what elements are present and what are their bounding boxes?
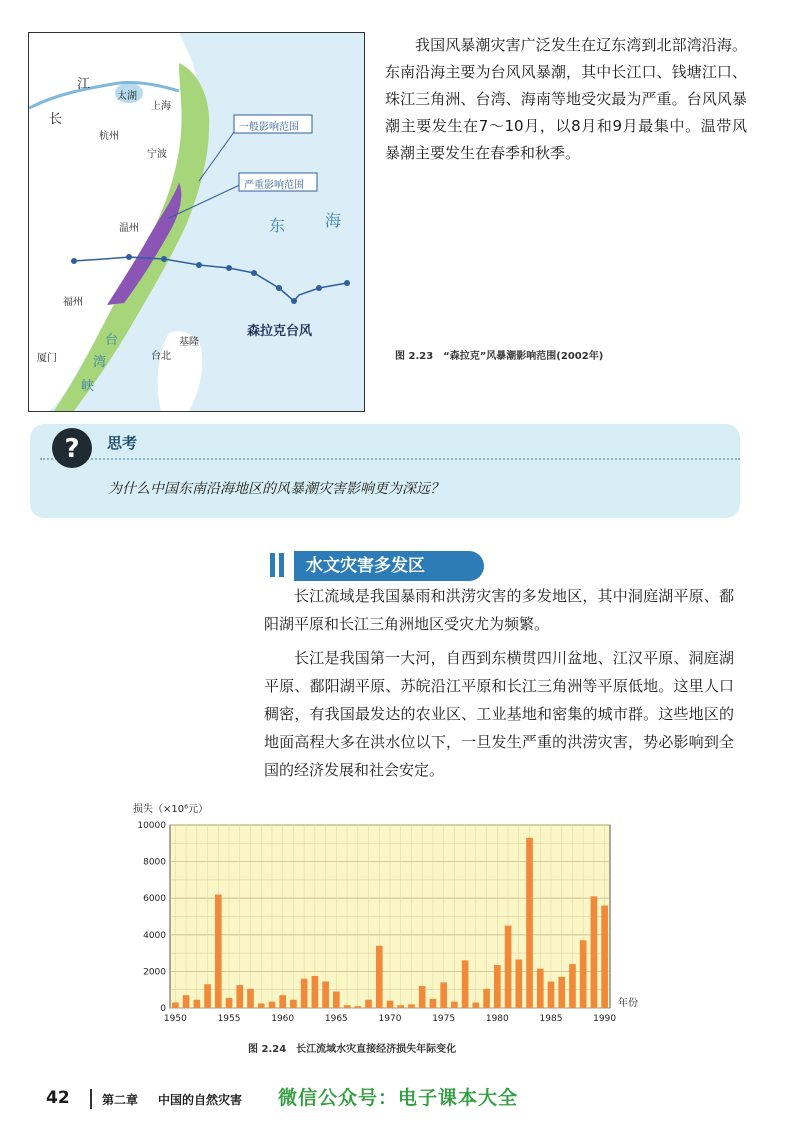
intro-paragraph: 我国风暴潮灾害广泛发生在辽东湾到北部湾沿海。东南沿海主要为台风风暴潮，其中长江口、钱塘江口、珠江三角洲、台湾、海南等地受灾最为严重。台风风暴潮主要发生在7～10月，以8月和9月最集中。温带风暴潮主要发生在春季和秋季。 — [385, 36, 747, 162]
bar-1964 — [322, 981, 329, 1008]
map-label-xiamen: 厦门 — [37, 353, 57, 364]
map-label-donghai-1: 东 — [269, 216, 288, 235]
map-label-strait-1: 台 — [105, 333, 121, 348]
figure-2-23-caption: 图 2.23 “森拉克”风暴潮影响范围(2002年) — [395, 351, 604, 362]
bar-1962 — [301, 979, 308, 1008]
map-label-severe-zone: 严重影响范围 — [244, 180, 304, 191]
x-tick-label: 1965 — [324, 1014, 348, 1024]
x-axis-label: 年份 — [618, 998, 638, 1009]
bar-1958 — [258, 1003, 265, 1008]
section-paragraph-2: 长江是我国第一大河，自西到东横贯四川盆地、江汉平原、洞庭湖平原、鄱阳湖平原、苏皖沿江平原和长江三角洲等平原低地。这里人口稠密，有我国最发达的农业区、工业基地和密集的城市群。这些地区的地面高程大多在洪水位以下，一旦发生严重的洪涝灾害，势必影响到全国的经济发展和社会安定。 — [264, 649, 734, 779]
map-label-jilong: 基隆 — [179, 337, 199, 348]
page-number: 42 — [46, 1088, 70, 1108]
map-label-ningbo: 宁波 — [147, 149, 167, 160]
bar-1974 — [430, 999, 437, 1008]
bar-1973 — [419, 986, 426, 1008]
map-label-shanghai: 上海 — [151, 101, 171, 112]
y-tick-label: 10000 — [137, 821, 166, 831]
bar-1981 — [505, 926, 512, 1008]
bar-1984 — [537, 969, 544, 1008]
bar-1972 — [408, 1004, 415, 1008]
section-paragraph-1: 长江流域是我国暴雨和洪涝灾害的多发地区，其中洞庭湖平原、鄱阳湖平原和长江三角洲地区受灾尤为频繁。 — [264, 587, 734, 633]
y-axis-label: 损失（×10⁶元） — [133, 804, 209, 815]
y-tick-label: 0 — [160, 1004, 166, 1014]
map-label-general-zone: 一般影响范围 — [239, 122, 299, 133]
bar-1957 — [247, 989, 254, 1008]
bar-1955 — [226, 998, 233, 1008]
figure-2-24-caption: 图 2.24 长江流域水灾直接经济损失年际变化 — [248, 1044, 457, 1055]
svg-text:?: ? — [64, 434, 80, 464]
bar-1987 — [569, 964, 576, 1008]
x-tick-label: 1980 — [485, 1014, 509, 1024]
chapter-label: 第二章 — [102, 1093, 139, 1107]
bar-1988 — [580, 940, 587, 1008]
footer-divider — [90, 1089, 92, 1109]
map-label-chang: 长 — [49, 112, 63, 127]
section-title: 水文灾害多发区 — [294, 551, 484, 581]
x-tick-label: 1975 — [432, 1014, 456, 1024]
bar-1980 — [494, 965, 501, 1008]
map-label-fuzhou: 福州 — [63, 297, 83, 308]
map-label-strait-3: 峡 — [81, 379, 97, 394]
bar-1976 — [451, 1002, 458, 1008]
bar-1956 — [236, 985, 243, 1008]
x-tick-label: 1955 — [217, 1014, 241, 1024]
bar-1967 — [354, 1006, 361, 1008]
x-tick-label: 1950 — [163, 1014, 187, 1024]
bar-1952 — [194, 1000, 201, 1008]
bar-1966 — [344, 1005, 351, 1008]
bar-1985 — [548, 981, 555, 1008]
bar-1953 — [204, 984, 211, 1008]
bar-1989 — [591, 896, 598, 1008]
bar-1978 — [473, 1003, 480, 1008]
map-label-donghai-2: 海 — [325, 211, 344, 230]
bar-1960 — [279, 995, 286, 1008]
bar-1963 — [312, 976, 319, 1008]
think-title: 思考 — [107, 434, 138, 452]
bar-1986 — [558, 977, 565, 1008]
y-tick-label: 8000 — [143, 857, 166, 868]
y-tick-label: 2000 — [143, 967, 166, 978]
bar-1965 — [333, 992, 340, 1008]
section-bars-icon — [268, 553, 288, 577]
bar-1990 — [601, 906, 608, 1008]
watermark-text: 微信公众号：电子课本大全 — [278, 1087, 519, 1109]
bar-1961 — [290, 1000, 297, 1008]
bar-1983 — [526, 838, 533, 1008]
bar-1970 — [387, 1001, 394, 1008]
map-label-jiang: 江 — [77, 77, 91, 92]
bar-1977 — [462, 960, 469, 1008]
chapter-title: 中国的自然灾害 — [158, 1093, 243, 1107]
bar-1982 — [515, 960, 522, 1008]
think-question: 为什么中国东南沿海地区的风暴潮灾害影响更为深远？ — [108, 481, 444, 497]
map-label-typhoon: 森拉克台风 — [247, 324, 313, 339]
storm-surge-map — [28, 32, 365, 412]
x-tick-label: 1985 — [539, 1014, 563, 1024]
bar-1954 — [215, 895, 222, 1008]
bar-1950 — [172, 1003, 179, 1008]
flood-loss-chart — [125, 798, 655, 1034]
bar-1951 — [183, 995, 190, 1008]
bar-1971 — [397, 1005, 404, 1008]
map-label-taibei: 台北 — [151, 351, 171, 362]
bar-1975 — [440, 982, 447, 1008]
bar-1959 — [269, 1002, 276, 1008]
bar-1968 — [365, 1000, 372, 1008]
map-label-wenzhou: 温州 — [119, 223, 139, 234]
map-label-hangzhou: 杭州 — [99, 131, 119, 142]
map-label-strait-2: 湾 — [93, 355, 109, 370]
bar-1969 — [376, 946, 383, 1008]
x-tick-label: 1960 — [271, 1014, 295, 1024]
x-tick-label: 1990 — [593, 1014, 617, 1024]
map-label-taihu: 太湖 — [117, 91, 137, 102]
y-tick-label: 4000 — [143, 930, 166, 941]
bar-1979 — [483, 989, 490, 1008]
think-divider — [40, 458, 740, 460]
x-tick-label: 1970 — [378, 1014, 402, 1024]
y-tick-label: 6000 — [143, 894, 166, 905]
question-icon — [50, 426, 94, 470]
